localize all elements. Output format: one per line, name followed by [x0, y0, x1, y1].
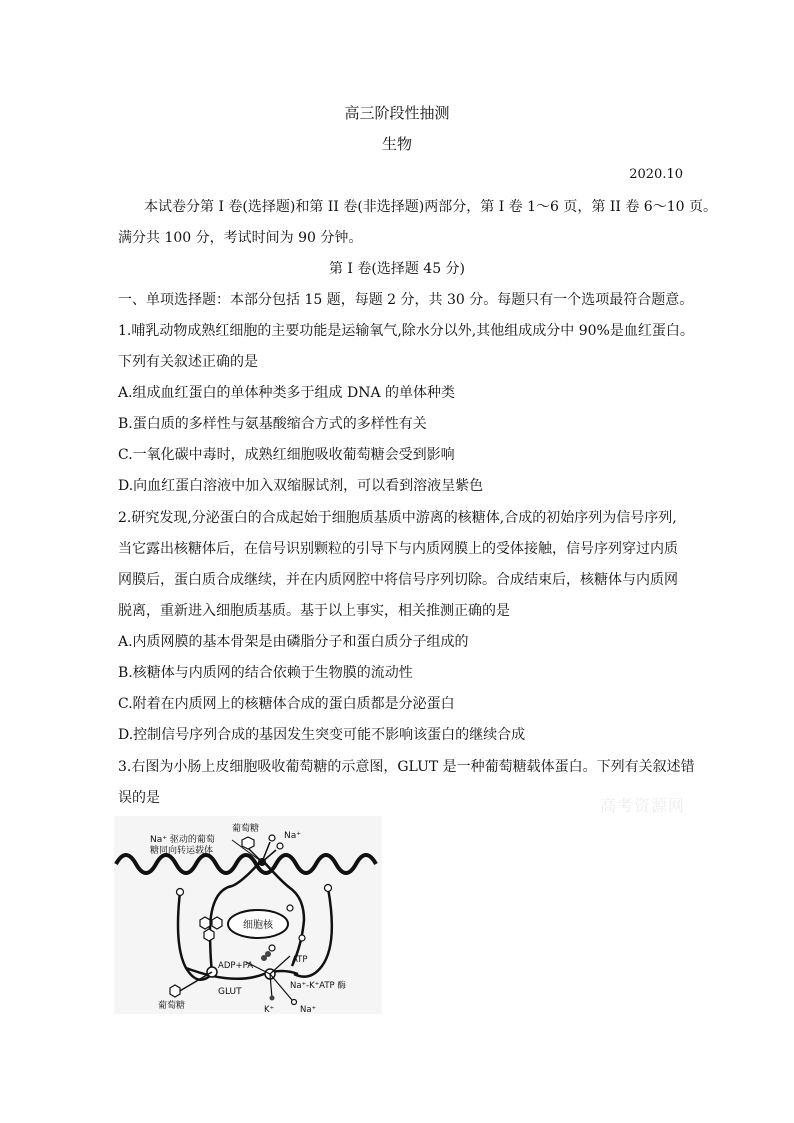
glucose-molecule-1: [200, 917, 210, 929]
section1-heading: 一、单项选择题：本部分包括 15 题，每题 2 分，共 30 分。每题只有一个选项最符合题意。: [118, 292, 694, 308]
question-2-option-a: A.内质网膜的基本骨架是由磷脂分子和蛋白质分子组成的: [118, 634, 469, 650]
label-na-cotransporter-1: Na⁺ 驱动的葡萄: [150, 835, 215, 845]
na-ion-inner-3: [269, 945, 275, 951]
question-2-stem-line-2: 当它露出核糖体后，在信号识别颗粒的引导下与内质网膜上的受体接触，信号序列穿过内质: [118, 541, 678, 557]
question-2-option-b: B.核糖体与内质网的结合依赖于生物膜的流动性: [118, 665, 413, 681]
question-3-stem-line-1: 3.右图为小肠上皮细胞吸收葡萄糖的示意图，GLUT 是一种葡萄糖载体蛋白。下列有关叙述错: [118, 759, 695, 775]
label-nucleus: 细胞核: [243, 920, 273, 931]
glucose-molecule-3: [204, 929, 214, 941]
na-ion-outer: [292, 1000, 297, 1005]
question-3-stem-line-2: 误的是: [118, 790, 160, 806]
question-1-option-c: C.一氧化碳中毒时，成熟红细胞吸收葡萄糖会受到影响: [118, 447, 455, 463]
exam-date: 2020.10: [629, 167, 683, 182]
label-glucose-top: 葡萄糖: [232, 824, 260, 834]
tight-junction-right: [325, 885, 332, 892]
label-na-cotransporter-2: 糖同向转运载体: [150, 846, 214, 856]
na-ion-top-2: [277, 843, 283, 849]
label-glucose-bottom: 葡萄糖: [158, 1001, 186, 1011]
label-atp: ATP: [292, 955, 308, 965]
question-1-option-d: D.向血红蛋白溶液中加入双缩脲试剂，可以看到溶液呈紫色: [118, 478, 484, 494]
na-ion-inner-1: [287, 905, 293, 911]
intro-line-1: 本试卷分第 I 卷(选择题)和第 II 卷(非选择题)两部分，第 I 卷 1～6 页，第 II 卷 6～10 页。: [144, 199, 717, 215]
question-1-stem-line-1: 1.哺乳动物成熟红细胞的主要功能是运输氧气,除水分以外,其他组成成分中 90%是血红蛋白。: [118, 323, 694, 339]
label-na-k-atpase: Na⁺-K⁺ATP 酶: [290, 981, 346, 991]
label-adp-pi: ADP+PA: [218, 961, 254, 971]
intro-line-2: 满分共 100 分，考试时间为 90 分钟。: [118, 230, 363, 246]
subject-title: 生物: [381, 135, 412, 153]
label-na-bottom: Na⁺: [300, 1005, 317, 1014]
label-k-ion: K⁺: [264, 1005, 275, 1014]
glucose-molecule-2: [212, 917, 222, 929]
question-2-stem-line-3: 网膜后，蛋白质合成继续，并在内质网腔中将信号序列切除。合成结束后，核糖体与内质网: [118, 572, 678, 588]
question-1-option-b: B.蛋白质的多样性与氨基酸缩合方式的多样性有关: [118, 416, 427, 432]
label-na-top: Na⁺: [284, 831, 301, 841]
glucose-molecule-top: [242, 837, 254, 849]
k-ion-outer: [270, 996, 275, 1001]
question-2-stem-line-1: 2.研究发现,分泌蛋白的合成起始于细胞质基质中游离的核糖体,合成的初始序列为信号序列,: [118, 510, 677, 526]
tight-junction-left: [177, 889, 184, 896]
question-1-option-a: A.组成血红蛋白的单体种类多于组成 DNA 的单体种类: [118, 385, 456, 401]
glucose-absorption-figure: [114, 816, 382, 1014]
k-ion-inner-2: [265, 951, 271, 957]
exam-title: 高三阶段性抽测: [344, 104, 450, 122]
question-2-option-c: C.附着在内质网上的核糖体合成的蛋白质都是分泌蛋白: [118, 696, 455, 712]
glucose-molecule-bottom: [170, 985, 180, 997]
question-1-stem-line-2: 下列有关叙述正确的是: [118, 354, 258, 370]
question-2-option-d: D.控制信号序列合成的基因发生突变可能不影响该蛋白的继续合成: [118, 727, 526, 743]
na-ion-inner-2: [299, 935, 305, 941]
label-glut: GLUT: [218, 987, 242, 997]
na-ion-top-1: [269, 835, 275, 841]
part1-title: 第 I 卷(选择题 45 分): [328, 261, 466, 277]
question-2-stem-line-4: 脱离，重新进入细胞质基质。基于以上事实，相关推测正确的是: [118, 603, 510, 619]
watermark: 高考资源网: [600, 796, 686, 815]
